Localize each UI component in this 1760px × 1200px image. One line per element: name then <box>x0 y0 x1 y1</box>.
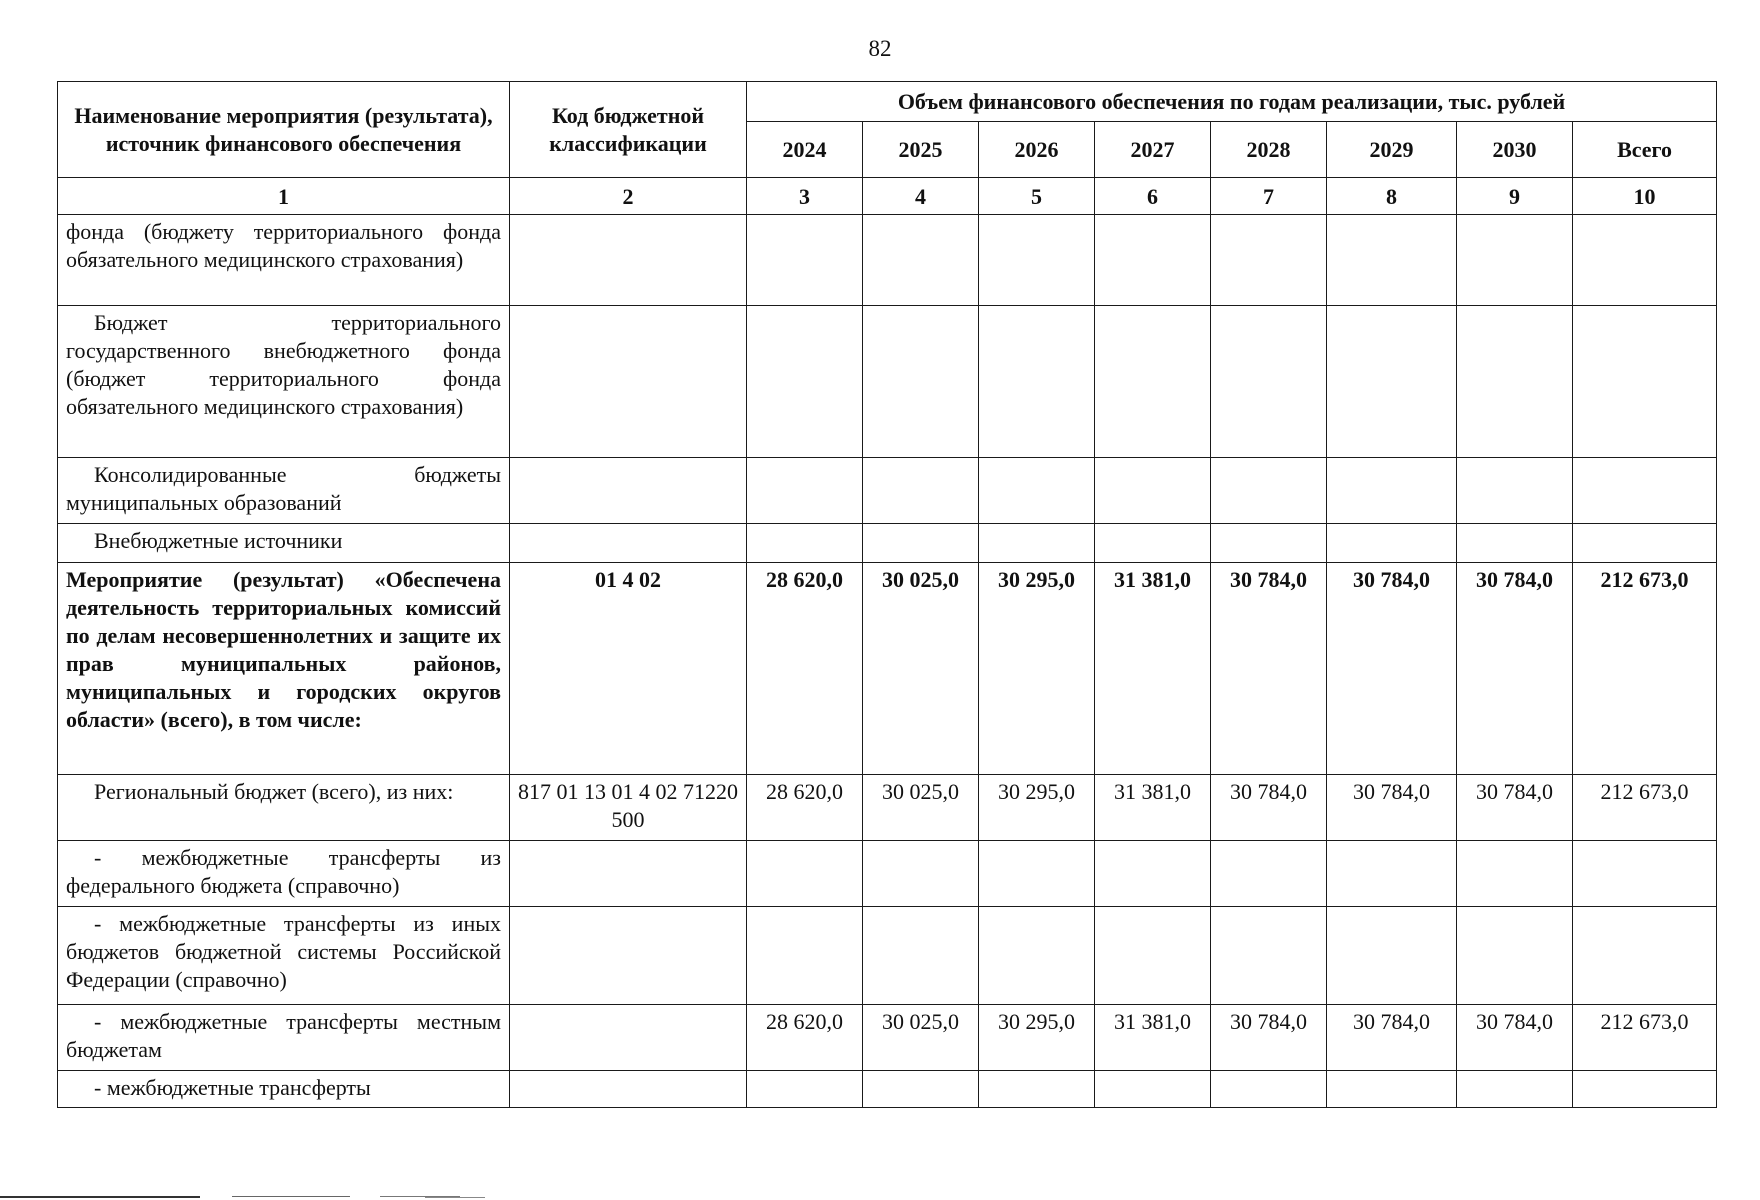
row-name <box>58 1071 510 1108</box>
header-year: 2027 <box>1095 122 1211 178</box>
row-value <box>979 1071 1095 1108</box>
table-row <box>58 841 1717 907</box>
row-value: 30 784,0 <box>1211 563 1327 775</box>
row-name-text: Бюджет территориального государственного внебюджетного фонда (бюджет территориального фонда обязательного медицинского страхования) <box>66 310 501 419</box>
row-value <box>1327 841 1457 907</box>
row-value <box>1211 841 1327 907</box>
row-value <box>1211 524 1327 563</box>
row-value <box>1327 1071 1457 1108</box>
row-value <box>1457 841 1573 907</box>
row-value <box>747 215 863 306</box>
header-year: 2026 <box>979 122 1095 178</box>
row-code <box>510 215 747 306</box>
row-value <box>1457 524 1573 563</box>
row-value: 28 620,0 <box>747 1005 863 1071</box>
row-name <box>58 1005 510 1071</box>
row-value <box>979 306 1095 458</box>
table-row <box>58 306 1717 458</box>
row-name <box>58 563 510 775</box>
row-value <box>1211 458 1327 524</box>
row-value: 30 295,0 <box>979 775 1095 841</box>
table-row <box>58 524 1717 563</box>
row-value: 30 784,0 <box>1327 1005 1457 1071</box>
header-year: 2024 <box>747 122 863 178</box>
row-total <box>1573 907 1717 1005</box>
header-code: Код бюджетной классификации <box>510 82 747 178</box>
header-year: 2028 <box>1211 122 1327 178</box>
row-value: 30 784,0 <box>1211 1005 1327 1071</box>
row-value <box>1095 458 1211 524</box>
row-name-text: Мероприятие (результат) «Обеспечена деятельность территориальных комиссий по делам несовершеннолетних и защите их прав муниципальных районов, муниципальных и городских округов области» (всего), в том числе: <box>66 567 501 732</box>
column-number: 8 <box>1327 178 1457 215</box>
row-value <box>1211 907 1327 1005</box>
table-row <box>58 458 1717 524</box>
row-code <box>510 458 747 524</box>
row-value <box>1327 907 1457 1005</box>
row-value: 30 784,0 <box>1327 775 1457 841</box>
column-number: 1 <box>58 178 510 215</box>
header-year: 2029 <box>1327 122 1457 178</box>
row-value: 30 784,0 <box>1457 775 1573 841</box>
row-name <box>58 524 510 563</box>
row-value <box>979 907 1095 1005</box>
page-number: 82 <box>868 36 892 61</box>
financing-table <box>57 81 1717 1108</box>
row-code: 01 4 02 <box>510 563 747 775</box>
row-code <box>510 524 747 563</box>
scan-artifact-line <box>0 1196 200 1198</box>
column-number: 2 <box>510 178 747 215</box>
row-value <box>1457 907 1573 1005</box>
row-name-text: Региональный бюджет (всего), из них: <box>94 779 454 804</box>
row-name <box>58 907 510 1005</box>
column-number: 3 <box>747 178 863 215</box>
header-total: Всего <box>1573 122 1717 178</box>
header-name: Наименование мероприятия (результата), источник финансового обеспечения <box>58 82 510 178</box>
row-value <box>863 306 979 458</box>
table-row <box>58 1005 1717 1071</box>
row-value <box>1327 306 1457 458</box>
row-value <box>1457 215 1573 306</box>
table-row <box>58 215 1717 306</box>
column-number: 6 <box>1095 178 1211 215</box>
row-value: 30 295,0 <box>979 563 1095 775</box>
row-value <box>1095 907 1211 1005</box>
row-code <box>510 841 747 907</box>
row-value <box>979 458 1095 524</box>
table-row <box>58 775 1717 841</box>
column-number: 5 <box>979 178 1095 215</box>
row-code: 817 01 13 01 4 02 71220 500 <box>510 775 747 841</box>
row-code <box>510 907 747 1005</box>
row-value <box>1327 524 1457 563</box>
column-number: 9 <box>1457 178 1573 215</box>
row-total: 212 673,0 <box>1573 563 1717 775</box>
row-name <box>58 215 510 306</box>
row-total <box>1573 841 1717 907</box>
row-name <box>58 306 510 458</box>
row-value <box>863 907 979 1005</box>
row-value <box>1211 1071 1327 1108</box>
row-value <box>747 1071 863 1108</box>
row-name-text: - межбюджетные трансферты <box>94 1075 371 1100</box>
row-value: 30 025,0 <box>863 775 979 841</box>
header-volume: Объем финансового обеспечения по годам реализации, тыс. рублей <box>747 82 1717 122</box>
row-name-text: - межбюджетные трансферты местным бюджетам <box>66 1009 501 1062</box>
table-row <box>58 1071 1717 1108</box>
row-total <box>1573 524 1717 563</box>
row-value <box>1457 306 1573 458</box>
row-value <box>979 524 1095 563</box>
row-value: 30 784,0 <box>1457 1005 1573 1071</box>
row-value: 31 381,0 <box>1095 1005 1211 1071</box>
scan-artifact-line <box>232 1196 350 1197</box>
row-total <box>1573 215 1717 306</box>
row-value <box>747 841 863 907</box>
row-value <box>1457 458 1573 524</box>
row-value <box>1095 524 1211 563</box>
row-value <box>1211 215 1327 306</box>
row-name-text: - межбюджетные трансферты из федерального бюджета (справочно) <box>66 845 501 898</box>
row-value <box>1327 458 1457 524</box>
row-total: 212 673,0 <box>1573 775 1717 841</box>
row-value <box>863 215 979 306</box>
row-total <box>1573 306 1717 458</box>
row-value: 31 381,0 <box>1095 563 1211 775</box>
column-number: 4 <box>863 178 979 215</box>
row-name-text: Внебюджетные источники <box>94 528 343 553</box>
header-year: 2030 <box>1457 122 1573 178</box>
row-value: 28 620,0 <box>747 563 863 775</box>
row-value: 28 620,0 <box>747 775 863 841</box>
table-row <box>58 907 1717 1005</box>
row-value <box>1095 306 1211 458</box>
row-value <box>1211 306 1327 458</box>
row-name <box>58 841 510 907</box>
row-value <box>979 215 1095 306</box>
row-value <box>1095 215 1211 306</box>
row-value <box>863 841 979 907</box>
row-total <box>1573 1071 1717 1108</box>
row-total: 212 673,0 <box>1573 1005 1717 1071</box>
row-value: 30 784,0 <box>1457 563 1573 775</box>
row-name-text: фонда (бюджету территориального фонда обязательного медицинского страхования) <box>66 219 501 272</box>
row-value <box>747 524 863 563</box>
row-name-text: Консолидированные бюджеты муниципальных образований <box>66 462 501 515</box>
row-total <box>1573 458 1717 524</box>
row-value: 30 025,0 <box>863 563 979 775</box>
row-code <box>510 1005 747 1071</box>
row-value <box>1327 215 1457 306</box>
row-value <box>1095 841 1211 907</box>
row-name <box>58 775 510 841</box>
table-row <box>58 563 1717 775</box>
row-value: 30 025,0 <box>863 1005 979 1071</box>
row-value: 31 381,0 <box>1095 775 1211 841</box>
row-value <box>1095 1071 1211 1108</box>
row-code <box>510 1071 747 1108</box>
row-value: 30 784,0 <box>1327 563 1457 775</box>
row-value: 30 784,0 <box>1211 775 1327 841</box>
row-name-text: - межбюджетные трансферты из иных бюджетов бюджетной системы Российской Федерации (справочно) <box>66 911 501 992</box>
row-value <box>979 841 1095 907</box>
column-number: 7 <box>1211 178 1327 215</box>
row-value <box>747 907 863 1005</box>
header-year: 2025 <box>863 122 979 178</box>
row-value <box>747 458 863 524</box>
scan-artifact-line <box>425 1197 485 1198</box>
row-name <box>58 458 510 524</box>
row-value <box>863 458 979 524</box>
row-value <box>863 1071 979 1108</box>
column-number: 10 <box>1573 178 1717 215</box>
row-value <box>1457 1071 1573 1108</box>
row-value <box>863 524 979 563</box>
row-value <box>747 306 863 458</box>
row-code <box>510 306 747 458</box>
row-value: 30 295,0 <box>979 1005 1095 1071</box>
